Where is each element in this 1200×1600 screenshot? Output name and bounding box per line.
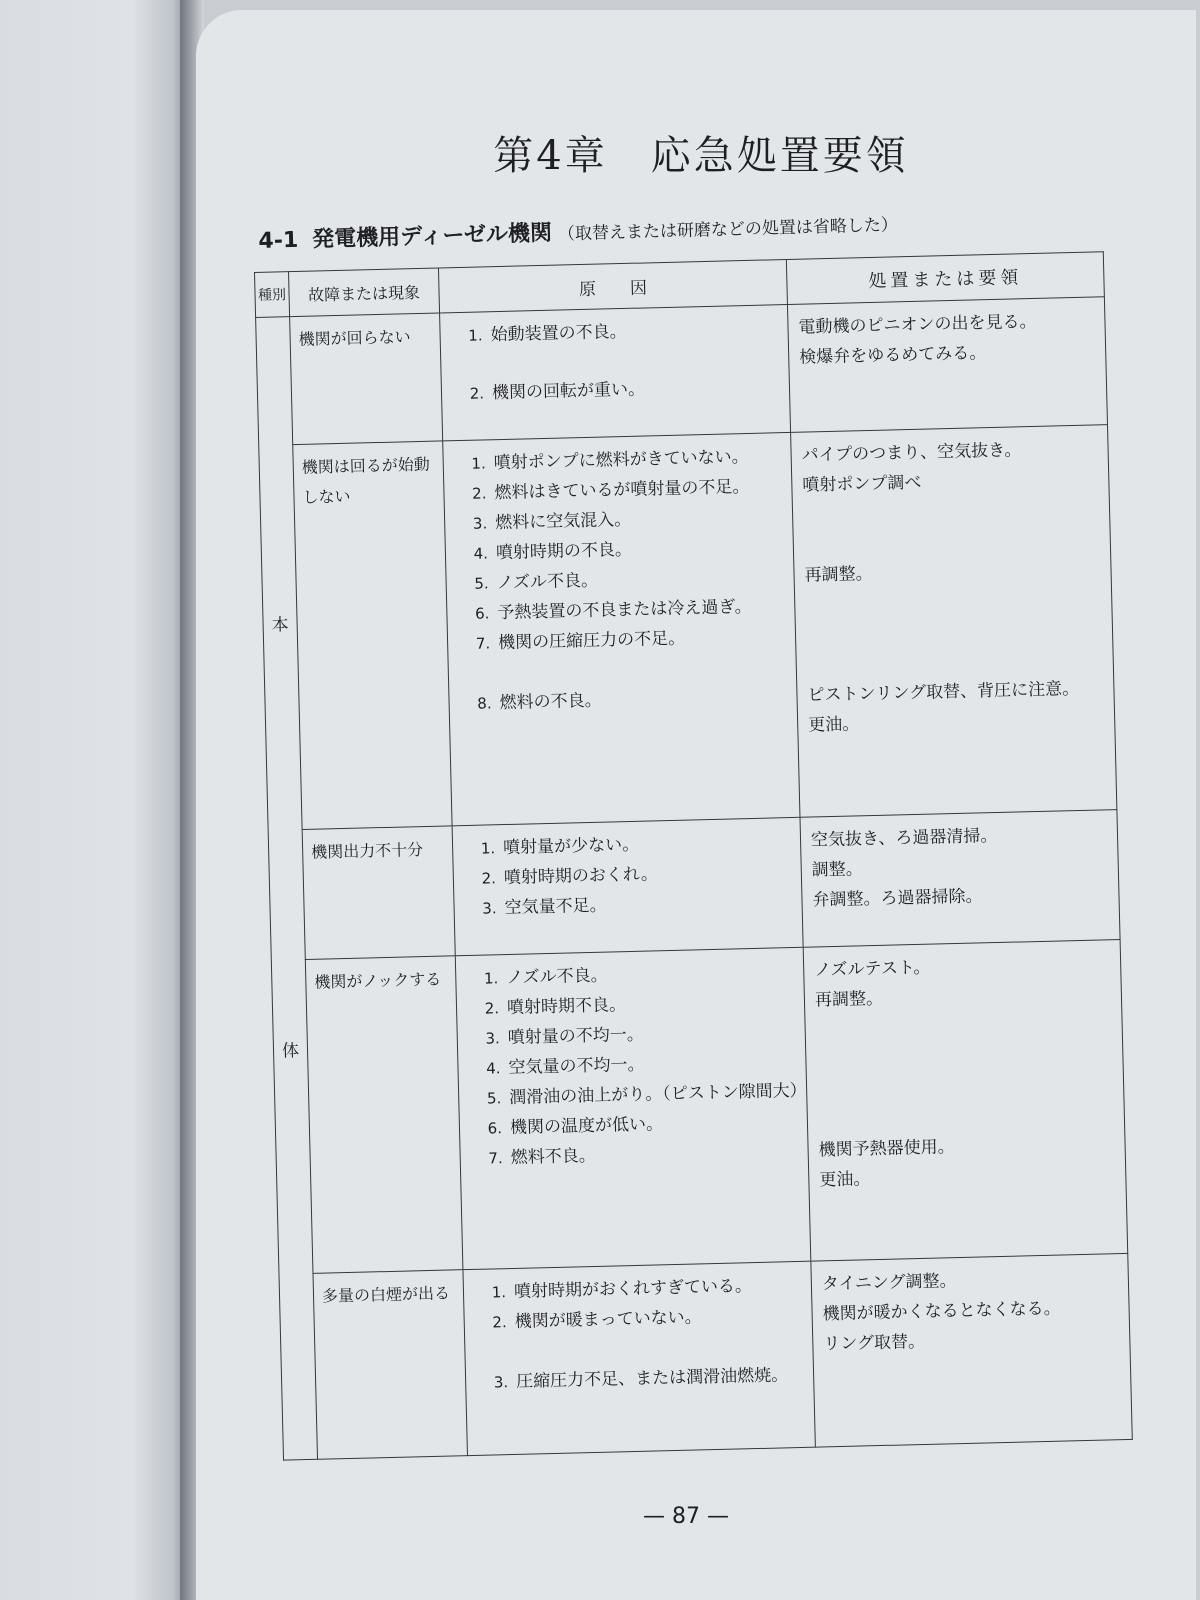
cause-item: 1. 噴射量が少ない。 xyxy=(480,834,640,858)
book-page xyxy=(196,10,1196,1600)
cause-item: 2. 噴射時期不良。 xyxy=(484,994,627,1018)
symptom-cell: 機関が回らない xyxy=(290,313,443,444)
action-item: 再調整。 xyxy=(804,563,873,586)
chapter-title: 第4章 応急処置要領 xyxy=(493,133,909,179)
header-symptom: 故障または現象 xyxy=(289,268,440,317)
action-item: 再調整。 xyxy=(814,988,884,1011)
cause-item: 8. 燃料の不良。 xyxy=(477,690,602,713)
action-cell xyxy=(800,809,1120,947)
action-item: ピストンリング取替、背圧に注意。 xyxy=(807,678,1080,706)
cause-item: 2. 燃料はきているが噴射量の不足。 xyxy=(471,476,750,503)
cause-item: 4. 噴射時期の不良。 xyxy=(473,539,633,563)
cause-item: 7. 燃料不良。 xyxy=(488,1145,596,1168)
cause-item: 3. 圧縮圧力不足、または潤滑油燃焼。 xyxy=(493,1365,789,1393)
cause-item: 2. 機関の回転が重い。 xyxy=(469,379,646,404)
left-page xyxy=(0,0,188,1600)
cause-item: 3. 燃料に空気混入。 xyxy=(472,509,632,533)
troubleshooting-table-wrap xyxy=(254,251,1133,1460)
troubleshooting-table xyxy=(254,251,1133,1460)
action-item: タイニング調整。 xyxy=(821,1271,957,1295)
action-item: 更油。 xyxy=(819,1168,871,1191)
action-item: リング取替。 xyxy=(823,1332,926,1355)
cause-item: 3. 空気量不足。 xyxy=(482,895,607,918)
action-item: 電動機のピニオンの出を見る。 xyxy=(798,311,1037,338)
cause-item: 6. 予熱装置の不良または冷え過ぎ。 xyxy=(474,596,752,623)
cause-item: 2. 噴射時期のおくれ。 xyxy=(481,863,659,888)
type-label: 本 xyxy=(271,615,289,636)
header-cause: 原 因 xyxy=(438,259,787,312)
cause-cell xyxy=(440,304,791,440)
table-row xyxy=(271,939,1127,1274)
action-item: 検爆弁をゆるめてみる。 xyxy=(799,343,987,368)
table-row xyxy=(268,809,1120,960)
action-item: 機関が暖かくなるとなくなる。 xyxy=(822,1298,1061,1325)
cause-item: 5. 潤滑油の油上がり。（ピストン隙間大） xyxy=(486,1080,807,1108)
cause-item: 7. 機関の圧縮圧力の不足。 xyxy=(475,628,686,653)
action-cell xyxy=(791,424,1117,817)
action-item: 調整。 xyxy=(811,858,864,881)
section-heading xyxy=(258,198,1189,255)
symptom-cell: 多量の白煙が出る xyxy=(313,1270,467,1459)
symptom-cell: 機関出力不十分 xyxy=(302,825,455,959)
cause-item: 3. 噴射量の不均一。 xyxy=(485,1024,644,1048)
action-item: 弁調整。ろ過器掃除。 xyxy=(812,885,983,911)
action-cell xyxy=(811,1254,1132,1448)
cause-item: 1. 始動装置の不良。 xyxy=(468,321,627,346)
section-title: 発電機用ディーゼル機関 xyxy=(311,220,553,253)
page-number: — 87 — xyxy=(643,1504,729,1529)
type-label: 体 xyxy=(281,1041,300,1062)
table-row xyxy=(279,1254,1132,1461)
cause-cell xyxy=(455,947,811,1270)
cause-cell xyxy=(463,1261,815,1455)
action-cell xyxy=(787,297,1107,432)
symptom-cell: 機関は回るが始動しない xyxy=(293,440,452,829)
header-type: 種別 xyxy=(255,272,290,318)
action-item: 空気抜き、ろ過器清掃。 xyxy=(810,825,998,851)
cause-item: 1. 噴射時期がおくれすぎている。 xyxy=(491,1276,753,1303)
cause-item: 2. 機関が暖まっていない。 xyxy=(492,1307,702,1333)
action-cell xyxy=(803,939,1128,1261)
header-action: 処置または要領 xyxy=(786,252,1104,305)
action-item: 機関予熱器使用。 xyxy=(818,1136,955,1161)
action-item: 更油。 xyxy=(807,713,860,736)
cause-cell xyxy=(443,432,800,825)
table-row xyxy=(256,297,1108,445)
cause-item: 1. 噴射ポンプに燃料がきていない。 xyxy=(471,446,749,473)
cause-item: 1. ノズル不良。 xyxy=(483,965,608,988)
table-row xyxy=(259,424,1117,830)
cause-item: 4. 空気量の不均一。 xyxy=(485,1054,645,1078)
cause-item: 6. 機関の温度が低い。 xyxy=(487,1113,664,1138)
section-note: （取替えまたは研磨などの処置は省略した） xyxy=(557,215,899,245)
symptom-cell: 機関がノックする xyxy=(305,955,463,1273)
cause-cell xyxy=(452,817,803,955)
section-number: 4-1 xyxy=(258,227,299,254)
action-item: 噴射ポンプ調べ xyxy=(802,472,922,496)
cause-item: 5. ノズル不良。 xyxy=(474,570,599,593)
action-item: ノズルテスト。 xyxy=(813,957,931,981)
action-item: パイプのつまり、空気抜き。 xyxy=(801,439,1022,466)
